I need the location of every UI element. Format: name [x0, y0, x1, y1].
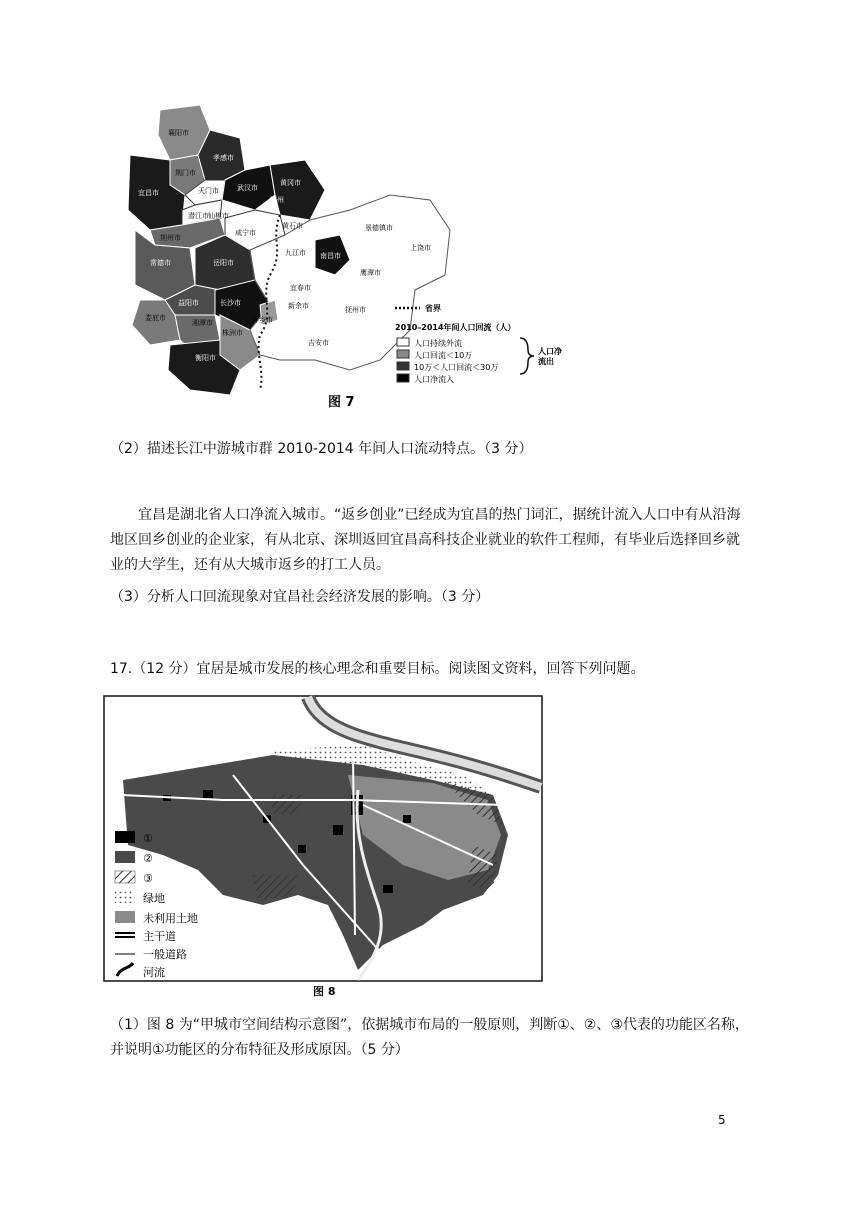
page-number: 5	[718, 1113, 726, 1127]
legend-label-1: ①	[143, 832, 153, 845]
legend-bracket-1: 流出	[538, 357, 554, 366]
label-jingdezhen: 景德镇市	[365, 224, 393, 232]
label-fuzhou: 抚州市	[345, 306, 366, 314]
legend-bracket-0: 人口净	[538, 347, 562, 356]
legend-swatch-1	[397, 350, 409, 358]
legend-swatch-1	[115, 831, 135, 843]
legend-swatch-unused	[115, 911, 135, 923]
label-huangshi: 黄石市	[282, 222, 303, 230]
region-huanggang	[270, 160, 325, 220]
question-17-1: （1）图 8 为“甲城市空间结构示意图”，依据城市布局的一般原则，判断①、②、③代表的功能区名称，并说明①功能区的分布特征及形成原因。（5 分）	[110, 1017, 749, 1058]
legend-label-3: ③	[143, 872, 153, 885]
label-yiyang: 益阳市	[178, 299, 199, 307]
label-xiangyang: 襄阳市	[168, 129, 189, 137]
label-loudi: 娄底市	[145, 314, 166, 322]
legend-item-2: 10万＜人口回流＜30万	[414, 363, 499, 372]
question-2: （2）描述长江中游城市群 2010-2014 年间人口流动特点。（3 分）	[110, 441, 533, 457]
label-xianning: 咸宁市	[235, 229, 256, 237]
legend-label-2: ②	[143, 852, 153, 865]
figure-7-caption: 图 7	[328, 395, 355, 410]
legend-label-road: 一般道路	[143, 948, 187, 961]
legend-item-0: 人口持续外流	[414, 339, 462, 348]
legend-item-3: 人口净流入	[414, 375, 454, 384]
label-pingxiang: 萍乡市	[252, 316, 273, 324]
label-yingtan: 鹰潭市	[360, 269, 381, 277]
label-shangrao: 上饶市	[410, 244, 431, 252]
legend-swatch-0	[397, 338, 409, 346]
legend-swatch-3	[397, 374, 409, 382]
label-jingzhou: 荆州市	[160, 234, 181, 242]
label-xinyu: 新余市	[288, 302, 309, 310]
label-changde: 常德市	[150, 259, 171, 267]
legend-swatch-green	[115, 891, 135, 903]
legend-label-green: 绿地	[143, 892, 165, 905]
figure-8-map	[103, 695, 543, 1000]
label-qianjiang: 潜江市	[188, 212, 209, 220]
label-tianmen: 天门市	[198, 187, 219, 195]
label-yueyang: 岳阳市	[213, 259, 234, 267]
passage-yichang: 宜昌是湖北省人口净流入城市。“返乡创业”已经成为宜昌的热门词汇，据统计流入人口中有从沿海地区回乡创业的企业家，有从北京、深圳返回宜昌高科技企业就业的软件工程师，有毕业后选择回乡就业的大学生，还有从大城市返乡的打工人员。	[110, 507, 741, 573]
label-yichang: 宜昌市	[138, 189, 159, 197]
legend-swatch-2	[115, 851, 135, 863]
legend-boundary: 省界	[425, 304, 441, 313]
figure-8-caption: 图 8	[313, 985, 336, 998]
label-wuhan: 武汉市	[237, 184, 258, 192]
figure-7-map	[110, 100, 580, 420]
label-yichun: 宜春市	[290, 284, 311, 292]
legend-swatch-2	[397, 362, 409, 370]
legend-label-river: 河流	[143, 966, 165, 979]
label-huanggang: 黄冈市	[280, 179, 301, 187]
label-zhuzhou: 株洲市	[222, 329, 243, 337]
label-ezhou: 鄂州	[270, 196, 284, 204]
label-jiujiang: 九江市	[285, 249, 306, 257]
legend-swatch-3	[115, 871, 135, 883]
label-jingmen: 荆门市	[175, 169, 196, 177]
question-3: （3）分析人口回流现象对宜昌社会经济发展的影响。（3 分）	[110, 589, 490, 605]
legend-label-mainroad: 主干道	[143, 930, 176, 943]
legend-item-1: 人口回流＜10万	[414, 351, 473, 360]
label-xiaogan: 孝感市	[213, 154, 234, 162]
label-changsha: 长沙市	[220, 299, 241, 307]
label-nanchang: 南昌市	[320, 252, 341, 260]
label-xiantao: 仙桃市	[208, 212, 229, 220]
legend-label-unused: 未利用土地	[143, 912, 198, 925]
legend-title: 2010–2014年间人口回流（人）	[395, 323, 516, 332]
label-jian: 吉安市	[308, 339, 329, 347]
figure-7-legend	[395, 303, 562, 384]
label-xiangtan: 湘潭市	[192, 319, 213, 327]
label-hengyang: 衡阳市	[195, 354, 216, 362]
question-17: 17.（12 分）宜居是城市发展的核心理念和重要目标。阅读图文资料，回答下列问题。	[110, 661, 645, 677]
industrial-w	[271, 795, 303, 815]
